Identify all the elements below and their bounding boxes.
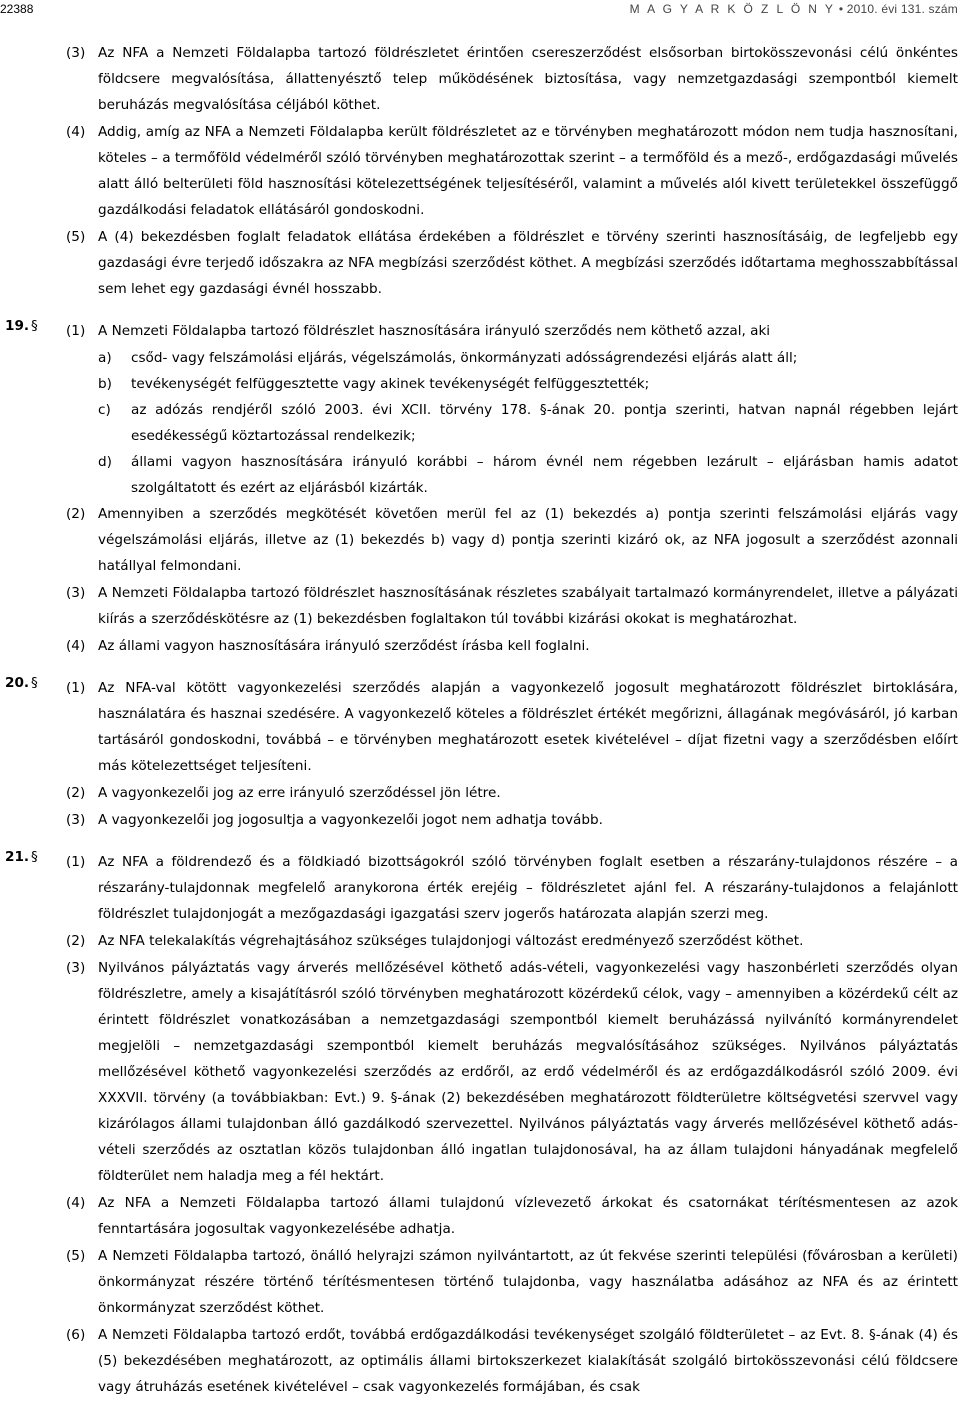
paragraph-number: (4)	[66, 124, 86, 140]
paragraph-text: Amennyiben a szerződés megkötését követően merül fel az (1) bekezdés a) pontja szerinti felszámolási eljárás vagy végelszámolási eljárás, illetve az (1) bekezdés b) vagy d) pontja szerinti kizáró ok, az NFA jogosult a szerződést azonnali hatállyal felmondani.	[98, 506, 958, 574]
paragraph-19-1	[0, 318, 958, 344]
paragraph-number: (4)	[66, 638, 86, 654]
paragraph-18-3	[0, 40, 958, 118]
section-symbol: §	[31, 849, 38, 865]
paragraph-20-1	[0, 675, 958, 779]
list-item-c	[0, 397, 958, 449]
paragraph-21-6	[0, 1322, 958, 1400]
paragraph-21-5	[0, 1243, 958, 1321]
paragraph-text: Nyilvános pályáztatás vagy árverés mellőzésével köthető adás-vételi, vagyonkezelési vagy haszonbérleti szerződés olyan földrészletre, amely a kisajátításról szóló törvényben meghatározott közérdekű célok, vagy – amennyiben a közérdekű célt az érintett földrészlet vonatkozásában a nemzetgazdasági szempontból kiemelt beruházássá nyilvánító kormányrendelet megjelöli – nemzetgazdasági szempontból kiemelt beruházás megvalósításához szükséges. Nyilvános pályáztatás mellőzésével köthető vagyonkezelési szerződés az erdőről, az erdő védelméről és az erdőgazdálkodásról szóló 2009. évi XXXVII. törvény (a továbbiakban: Evt.) 9. §-ának (2) bekezdésében meghatározott földterületre költségvetési szervvel vagy kizárólagos állami tulajdonban álló gazdálkodó szervezettel. Nyilvános pályáztatás vagy árverés mellőzésével köthető adás-vételi szerződés az osztatlan közös tulajdonban álló ingatlan tulajdonosával, ha az állam tulajdoni hányadának megfelelő földterület nem haladja meg a fél hektárt.	[98, 960, 958, 1184]
paragraph-text: Az NFA telekalakítás végrehajtásához szükséges tulajdonjogi változást eredményező szerződést köthet.	[98, 933, 804, 949]
header-bullet: •	[838, 2, 844, 16]
section-number: 19.	[5, 318, 30, 334]
paragraph-number: (1)	[66, 680, 86, 696]
item-text: csőd- vagy felszámolási eljárás, végelszámolás, önkormányzati adósságrendezési eljárás alatt áll;	[131, 350, 798, 366]
paragraph-number: (6)	[66, 1327, 86, 1343]
journal-title: M A G Y A R K Ö Z L Ö N Y	[629, 2, 836, 16]
paragraph-number: (4)	[66, 1195, 86, 1211]
paragraph-text: A Nemzeti Földalapba tartozó, önálló helyrajzi számon nyilvántartott, az út fekvése szerinti települési (fővárosban a kerületi) önkormányzat részére történő térítésmentesen történő tulajdonba, vagy használatba adásához az NFA és az érintett önkormányzat szerződést köthet.	[98, 1248, 958, 1316]
item-label: b)	[98, 376, 112, 392]
paragraph-number: (1)	[66, 854, 86, 870]
paragraph-number: (5)	[66, 229, 86, 245]
item-label: c)	[98, 402, 111, 418]
paragraph-text: A vagyonkezelői jog jogosultja a vagyonkezelői jogot nem adhatja tovább.	[98, 812, 603, 828]
section-symbol: §	[31, 675, 38, 691]
paragraph-21-2	[0, 928, 958, 954]
paragraph-text: Az NFA a földrendező és a földkiadó bizottságokról szóló törvényben foglalt esetben a részarány-tulajdonos részére – a részarány-tulajdonnak megfelelő aranykorona érték erejéig – földrészletet ajánl fel. A részarány-tulajdonos a felajánlott földrészlet tulajdonjogát a mezőgazdasági igazgatási szerv jogerős határozata alapján szerzi meg.	[98, 854, 958, 922]
paragraph-20-2	[0, 780, 958, 806]
paragraph-text: A vagyonkezelői jog az erre irányuló szerződéssel jön létre.	[98, 785, 501, 801]
paragraph-number: (1)	[66, 323, 86, 339]
paragraph-number: (2)	[66, 506, 86, 522]
paragraph-number: (3)	[66, 585, 86, 601]
paragraph-18-4	[0, 119, 958, 223]
paragraph-text: Az állami vagyon hasznosítására irányuló szerződést írásba kell foglalni.	[98, 638, 590, 654]
section-number: 20.	[5, 675, 30, 691]
journal-info	[630, 2, 958, 16]
section-20	[0, 675, 960, 833]
page-number: 22388	[0, 2, 34, 16]
item-label: d)	[98, 454, 112, 470]
paragraph-text: A Nemzeti Földalapba tartozó földrészlet hasznosítására irányuló szerződés nem köthető azzal, aki	[98, 323, 771, 339]
paragraph-text: Az NFA a Nemzeti Földalapba tartozó földrészletet érintően csereszerződést elsősorban birtokösszevonási célú önkéntes földcsere megvalósítása, állattenyésztő telep működésének biztosítása, vagy nemzetgazdasági szempontból kiemelt beruházás megvalósítása céljából köthet.	[98, 45, 958, 113]
paragraph-number: (2)	[66, 933, 86, 949]
paragraph-text: A Nemzeti Földalapba tartozó földrészlet hasznosításának részletes szabályait tartalmazó kormányrendelet, illetve a pályázati kiírás a szerződéskötésre az (1) bekezdésben foglaltakon túl további kizárási okokat is meghatározhat.	[98, 585, 958, 627]
issue-label: 2010. évi 131. szám	[846, 2, 958, 16]
section-number: 21.	[5, 849, 30, 865]
list-item-b	[0, 371, 958, 397]
paragraph-number: (2)	[66, 785, 86, 801]
paragraph-21-4	[0, 1190, 958, 1242]
list-item-d	[0, 449, 958, 501]
paragraph-text: Az NFA-val kötött vagyonkezelési szerződés alapján a vagyonkezelő jogosult meghatározott földrészlet birtoklására, használatára és hasznai szedésére. A vagyonkezelő köteles a földrészlet értékét megőrizni, állagának megóvásáról, jó karban tartásáról gondoskodni, továbbá – e törvényben meghatározott esetek kivételével – díjat fizetni vagy a szerződésben előírt más kötelezettséget teljesíteni.	[98, 680, 958, 774]
paragraph-19-3	[0, 580, 958, 632]
section-19	[0, 318, 960, 659]
paragraph-19-4	[0, 633, 958, 659]
paragraph-19-2	[0, 501, 958, 579]
paragraph-text: Az NFA a Nemzeti Földalapba tartozó állami tulajdonú vízlevezető árkokat és csatornákat térítésmentesen az azok fenntartására jogosultak vagyonkezelésébe adhatja.	[98, 1195, 958, 1237]
page-header	[0, 0, 960, 22]
item-text: állami vagyon hasznosítására irányuló korábbi – három évnél nem régebben lezárult – eljárásban hamis adatot szolgáltatott és ezért az eljárásból kizárták.	[131, 454, 958, 496]
item-text: az adózás rendjéről szóló 2003. évi XCII. törvény 178. §-ának 20. pontja szerinti, hatvan napnál régebben lejárt esedékességű köztartozással rendelkezik;	[131, 402, 958, 444]
paragraph-18-5	[0, 224, 958, 302]
paragraph-text: Addig, amíg az NFA a Nemzeti Földalapba került földrészletet az e törvényben meghatározott módon nem tudja hasznosítani, köteles – a termőföld védelméről szóló törvényben meghatározottak szerint – a termőföld és a mező-, erdőgazdasági művelés alatt álló belterületi föld hasznosítási kötelezettségének teljesítéséről, valamint a művelés alól kivett területekkel összefüggő gazdálkodási feladatok ellátásáról gondoskodni.	[98, 124, 958, 218]
item-label: a)	[98, 350, 112, 366]
paragraph-number: (3)	[66, 45, 86, 61]
document-body	[0, 40, 960, 1401]
section-21	[0, 849, 960, 1400]
paragraph-21-3	[0, 955, 958, 1189]
paragraph-20-3	[0, 807, 958, 833]
paragraph-number: (3)	[66, 812, 86, 828]
paragraph-21-1	[0, 849, 958, 927]
item-text: tevékenységét felfüggesztette vagy akinek tevékenységét felfüggesztették;	[131, 376, 650, 392]
paragraph-text: A Nemzeti Földalapba tartozó erdőt, továbbá erdőgazdálkodási tevékenységet szolgáló földterületet – az Evt. 8. §-ának (4) és (5) bekezdésében meghatározott, az optimális állami birtokszerkezet kialakítását szolgáló birtokösszevonási célú földcsere vagy átruházás esetének kivételével – csak vagyonkezelés formájában, és csak	[98, 1327, 958, 1395]
list-item-a	[0, 345, 958, 371]
paragraph-text: A (4) bekezdésben foglalt feladatok ellátása érdekében a földrészlet e törvény szerinti hasznosításáig, de legfeljebb egy gazdasági évre terjedő időszakra az NFA megbízási szerződést köthet. A megbízási szerződés időtartama meghosszabbítással sem lehet egy gazdasági évnél hosszabb.	[98, 229, 958, 297]
paragraph-number: (5)	[66, 1248, 86, 1264]
section-symbol: §	[31, 318, 38, 334]
paragraph-number: (3)	[66, 960, 86, 976]
